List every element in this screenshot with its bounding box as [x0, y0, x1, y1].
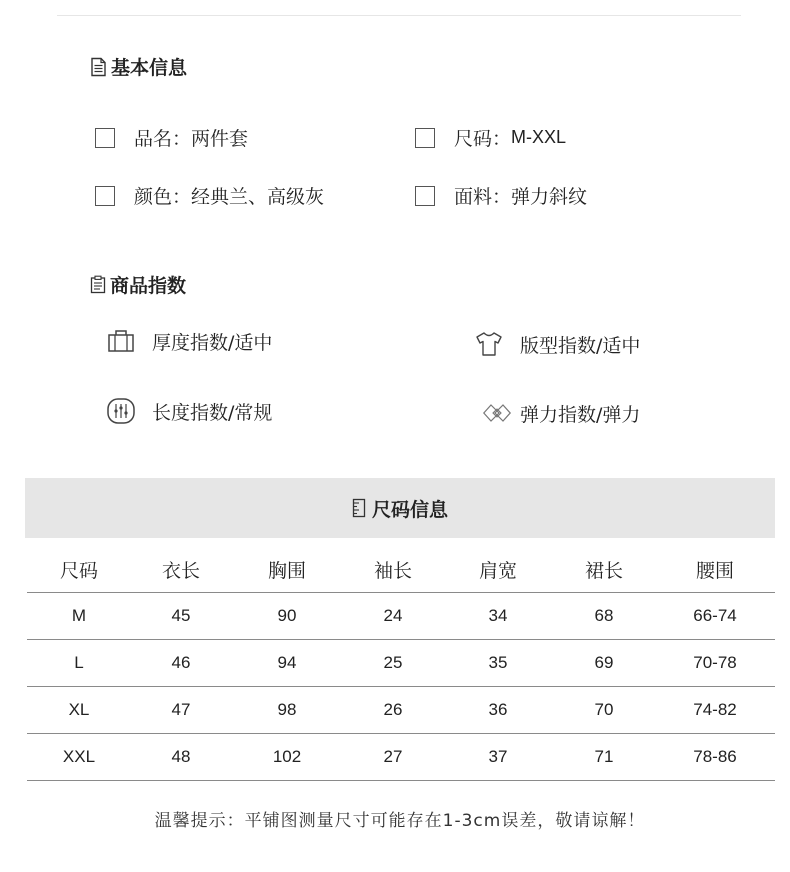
info-value: 经典兰、高级灰 — [191, 186, 325, 208]
checkbox-icon — [95, 128, 115, 148]
checkbox-icon — [415, 128, 435, 148]
column-header: 衣长 — [131, 546, 231, 593]
table-cell: 70-78 — [655, 640, 775, 687]
index-text: 版型指数/适中 — [520, 334, 641, 357]
table-cell: L — [27, 640, 131, 687]
clipboard-icon — [90, 275, 106, 294]
ruler-icon — [106, 396, 136, 426]
index-title: 商品指数 — [110, 275, 187, 297]
column-header: 肩宽 — [443, 546, 553, 593]
info-label: 品名 — [134, 128, 173, 150]
size-info-banner — [25, 478, 775, 538]
top-divider — [57, 15, 741, 16]
table-cell: 48 — [131, 734, 231, 781]
checkbox-icon — [415, 186, 435, 206]
table-cell: XL — [27, 687, 131, 734]
index-item-length — [106, 396, 272, 426]
table-cell: 70 — [553, 687, 655, 734]
info-label: 颜色 — [134, 186, 173, 208]
index-text: 长度指数/常规 — [152, 401, 273, 424]
table-cell: 26 — [343, 687, 443, 734]
column-header: 尺码 — [27, 546, 131, 593]
info-label: 面料 — [454, 186, 493, 208]
table-row — [27, 687, 775, 734]
basic-info-title: 基本信息 — [111, 57, 188, 79]
checkbox-icon — [95, 186, 115, 206]
tshirt-icon — [474, 329, 504, 359]
table-cell: 46 — [131, 640, 231, 687]
table-header-row — [27, 546, 775, 593]
table-cell: 66-74 — [655, 593, 775, 640]
table-cell: 69 — [553, 640, 655, 687]
table-cell: 25 — [343, 640, 443, 687]
table-cell: 98 — [231, 687, 343, 734]
table-cell: 36 — [443, 687, 553, 734]
table-row — [27, 734, 775, 781]
table-cell: 34 — [443, 593, 553, 640]
index-item-fit — [474, 329, 640, 359]
size-table — [27, 546, 775, 781]
column-header: 胸围 — [231, 546, 343, 593]
info-item-fabric: 面料 ： 弹力斜纹 — [415, 182, 587, 209]
index-text: 弹力指数/弹力 — [520, 403, 641, 426]
table-row — [27, 640, 775, 687]
table-cell: 78-86 — [655, 734, 775, 781]
info-value: 弹力斜纹 — [511, 186, 588, 208]
column-header: 腰围 — [655, 546, 775, 593]
table-cell: 71 — [553, 734, 655, 781]
info-item-size: 尺码 ： M-XXL — [415, 124, 566, 151]
column-header: 裙长 — [553, 546, 655, 593]
index-item-thickness — [106, 326, 272, 356]
ruler-doc-icon — [352, 498, 366, 518]
index-item-elasticity — [482, 398, 640, 428]
table-cell: 94 — [231, 640, 343, 687]
info-value: 两件套 — [191, 128, 249, 150]
table-cell: 102 — [231, 734, 343, 781]
basic-info-heading — [90, 53, 187, 80]
table-cell: 45 — [131, 593, 231, 640]
measurement-tip: 温馨提示：平铺图测量尺寸可能存在1-3cm误差，敬请谅解！ — [154, 811, 646, 831]
info-label: 尺码 — [454, 128, 493, 150]
table-row — [27, 593, 775, 640]
table-cell: 35 — [443, 640, 553, 687]
index-text: 厚度指数/适中 — [152, 331, 273, 354]
index-heading — [90, 271, 186, 298]
document-icon — [90, 57, 107, 77]
bag-icon — [106, 326, 136, 356]
table-cell: 47 — [131, 687, 231, 734]
table-cell: 74-82 — [655, 687, 775, 734]
table-cell: 37 — [443, 734, 553, 781]
column-header: 袖长 — [343, 546, 443, 593]
table-cell: 68 — [553, 593, 655, 640]
info-value: M-XXL — [511, 127, 567, 147]
info-item-name: 品名 ： 两件套 — [95, 124, 248, 151]
table-cell: 24 — [343, 593, 443, 640]
table-cell: XXL — [27, 734, 131, 781]
info-item-color: 颜色 ： 经典兰、高级灰 — [95, 182, 324, 209]
table-cell: M — [27, 593, 131, 640]
diamond-icon — [482, 398, 512, 428]
table-cell: 27 — [343, 734, 443, 781]
table-cell: 90 — [231, 593, 343, 640]
size-info-title: 尺码信息 — [371, 498, 448, 521]
